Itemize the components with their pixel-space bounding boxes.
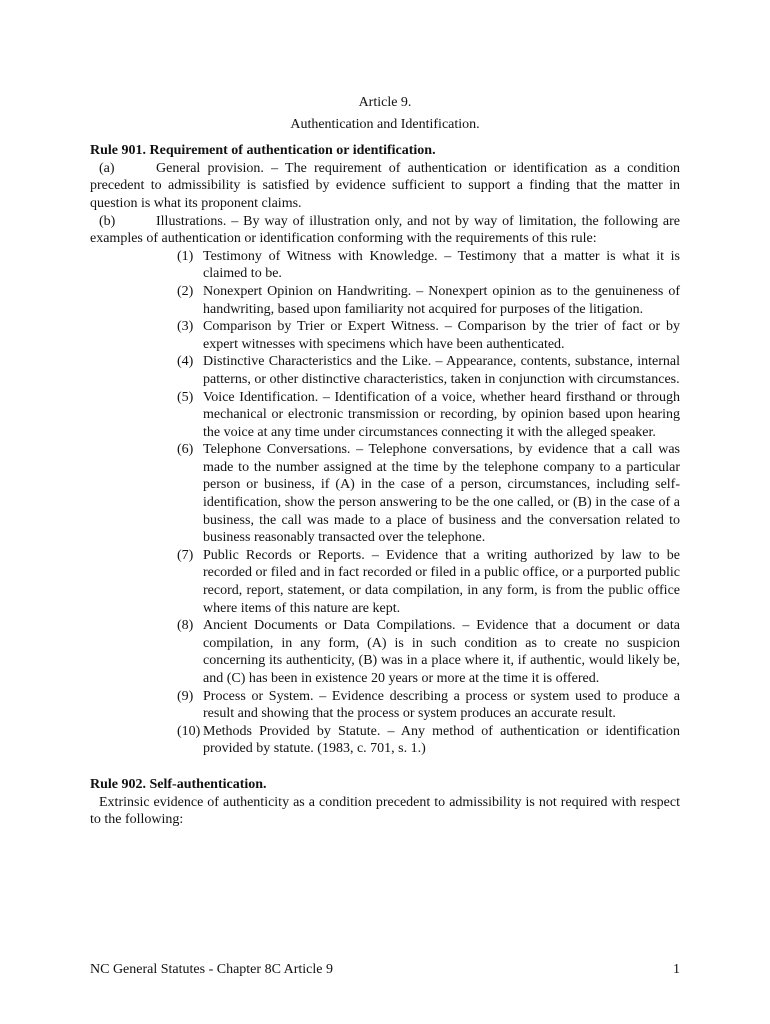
item-text: Telephone Conversations. – Telephone conversations, by evidence that a call was made to the number assigned at the time by the telephone company to a particular person or business, if (A) in the case of a person, circumstances, including self-identification, show the person answering to be the one called, or (B) in the case of a business, the call was made to a place of business and the conversation related to business reasonably transacted over the telephone. [203, 442, 680, 546]
page-number: 1 [673, 962, 680, 977]
item-number: (1) [177, 248, 194, 264]
subsection-text: Illustrations. – By way of illustration only, and not by way of limitation, the following are examples of authentication or identification conforming with the requirements of this rule: [90, 213, 680, 247]
list-item [90, 441, 680, 547]
list-item [90, 283, 680, 318]
subsection-label: (a) [99, 160, 115, 176]
page-footer [90, 962, 680, 978]
item-number: (2) [177, 283, 194, 299]
rule-901-subsection-b [90, 213, 680, 248]
list-item [90, 353, 680, 388]
item-number: (8) [177, 618, 194, 634]
list-item [90, 617, 680, 687]
subsection-text: General provision. – The requirement of authentication or identification as a condition precedent to admissibility is satisfied by evidence sufficient to support a finding that the matter in question is what its proponent claims. [90, 160, 680, 211]
list-item [90, 688, 680, 723]
item-text: Comparison by Trier or Expert Witness. – Comparison by the trier of fact or by expert witnesses with specimens which have been authenticated. [203, 319, 680, 352]
item-text: Nonexpert Opinion on Handwriting. – Nonexpert opinion as to the genuineness of handwriting, based upon familiarity not acquired for purposes of the litigation. [203, 283, 680, 317]
item-number: (9) [177, 688, 194, 704]
item-text: Distinctive Characteristics and the Like. – Appearance, contents, substance, internal patterns, or other distinctive characteristics, taken in conjunction with circumstances. [203, 354, 680, 387]
item-text: Process or System. – Evidence describing a process or system used to produce a result and showing that the process or system produces an accurate result. [203, 688, 680, 722]
item-text: Public Records or Reports. – Evidence that a writing authorized by law to be recorded or filed and in fact recorded or filed in a public office, or a purported public record, report, statement, or data compilation, in any form, is from the public office where items of this nature are kept. [203, 547, 680, 616]
rule-902-heading: Rule 902. Self-authentication. [90, 776, 267, 792]
list-item [90, 389, 680, 442]
list-item [90, 318, 680, 353]
rule-901-heading: Rule 901. Requirement of authentication or identification. [90, 143, 436, 159]
item-text: Testimony of Witness with Knowledge. – Testimony that a matter is what it is claimed to be. [203, 248, 680, 282]
list-item [90, 547, 680, 617]
footer-title: NC General Statutes - Chapter 8C Article 9 [90, 962, 333, 977]
item-text: Ancient Documents or Data Compilations. – Evidence that a document or data compilation, in any form, (A) is in such condition as to create no suspicion concerning its authenticity, (B) was in a place where it, if authentic, would likely be, and (C) has been in existence 20 years or more at the time it is offered. [203, 618, 680, 686]
item-number: (5) [177, 389, 194, 405]
list-item [90, 723, 680, 758]
item-number: (3) [177, 319, 194, 335]
item-number: (4) [177, 354, 194, 370]
item-number: (6) [177, 442, 194, 458]
item-text: Voice Identification. – Identification of a voice, whether heard firsthand or through mechanical or electronic transmission or recording, by opinion based upon hearing the voice at any time under circumstances connecting it with the alleged speaker. [203, 389, 680, 440]
document-body [90, 92, 680, 829]
illustrations-list [90, 248, 680, 758]
item-text: Methods Provided by Statute. – Any method of authentication or identification provided by statute. (1983, c. 701, s. 1.) [203, 723, 680, 757]
rule-901-subsection-a [90, 160, 680, 213]
rule-902-text: Extrinsic evidence of authenticity as a condition precedent to admissibility is not required with respect to the following: [90, 794, 680, 828]
item-number: (7) [177, 547, 194, 563]
item-number: (10) [177, 723, 201, 739]
article-title: Authentication and Identification. [290, 116, 480, 132]
subsection-label: (b) [99, 213, 116, 229]
list-item [90, 248, 680, 283]
article-number: Article 9. [358, 95, 412, 110]
